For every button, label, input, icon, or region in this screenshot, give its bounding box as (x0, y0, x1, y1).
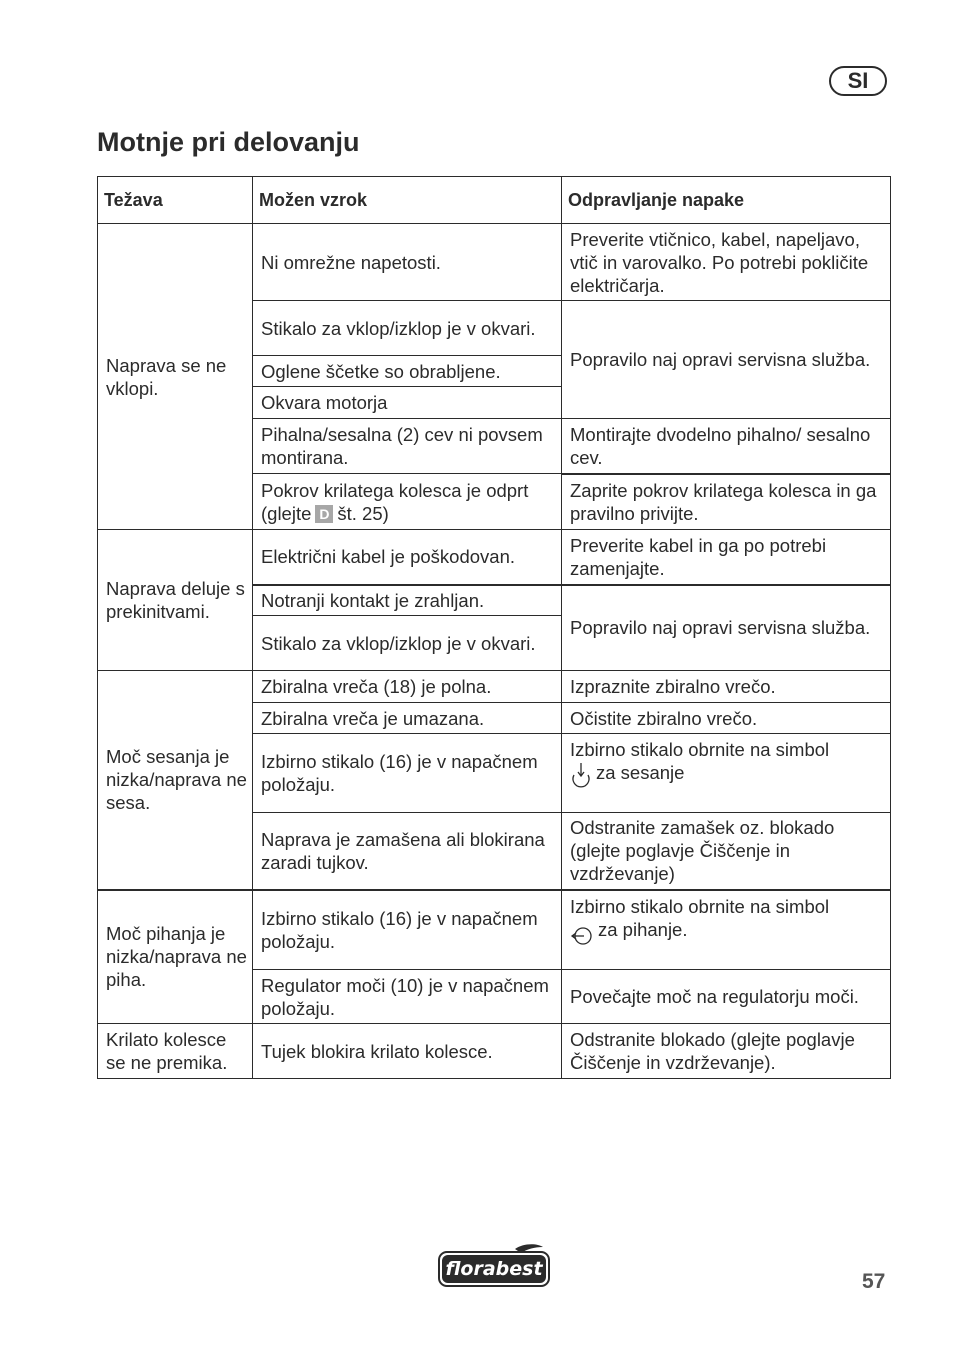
cause-cell: Naprava je zamašena ali blokirana zaradi tujkov. (253, 813, 562, 890)
cause-cell: Tujek blokira krilato kolesce. (253, 1024, 562, 1079)
cause-cell: Električni kabel je poškodovan. (253, 530, 562, 585)
remedy-cell: Montirajte dvodelno pihalno/ sesalno cev. (562, 419, 891, 474)
remedy-cell: Očistite zbiralno vrečo. (562, 703, 891, 734)
remedy-cell: Povečajte moč na regulatorju moči. (562, 970, 891, 1024)
column-header-cause: Možen vzrok (253, 177, 562, 224)
table-row (98, 530, 891, 585)
problem-cell: Krilato kolesce se ne premika. (98, 1024, 253, 1079)
table-header-row (98, 177, 891, 224)
remedy-cell: Popravilo naj opravi servisna služba. (562, 585, 891, 671)
cause-cell: Izbirno stikalo (16) je v napačnem položaju. (253, 734, 562, 813)
troubleshooting-table (97, 176, 891, 1079)
cause-cell: Regulator moči (10) je v napačnem položaju. (253, 970, 562, 1024)
page-title: Motnje pri delovanju (97, 127, 360, 157)
cause-cell: Oglene ščetke so obrabljene. (253, 356, 562, 387)
remedy-text-suffix: za sesanje (596, 762, 685, 783)
cause-cell: Zbiralna vreča (18) je polna. (253, 671, 562, 703)
remedy-cell (562, 734, 891, 813)
table-row (98, 890, 891, 970)
remedy-text: Izbirno stikalo obrnite na simbol (570, 895, 830, 917)
column-header-problem: Težava (98, 177, 253, 224)
cause-cell (253, 474, 562, 530)
page-number: 57 (862, 1270, 886, 1293)
cause-cell: Ni omrežne napetosti. (253, 224, 562, 301)
language-badge: SI (829, 66, 887, 96)
remedy-cell: Preverite kabel in ga po potrebi zamenjajte. (562, 530, 891, 585)
logo-text: florabest (445, 1258, 543, 1280)
problem-cell: Naprava deluje s prekinitvami. (98, 530, 253, 671)
figure-reference-badge: D (315, 505, 333, 523)
cause-cell: Pihalna/sesalna (2) cev ni povsem montirana. (253, 419, 562, 474)
remedy-text-suffix: za pihanje. (598, 918, 688, 940)
remedy-text: Izbirno stikalo obrnite na simbol (570, 739, 830, 760)
table-row (98, 224, 891, 301)
remedy-cell (562, 890, 891, 970)
problem-cell: Moč pihanja je nizka/naprava ne piha. (98, 890, 253, 1024)
remedy-cell: Odstranite zamašek oz. blokado (glejte poglavje Čiščenje in vzdrževanje) (562, 813, 891, 890)
cause-cell: Notranji kontakt je zrahljan. (253, 585, 562, 616)
remedy-cell: Odstranite blokado (glejte poglavje Čiščenje in vzdrževanje). (562, 1024, 891, 1079)
problem-cell: Naprava se ne vklopi. (98, 224, 253, 530)
cause-cell: Zbiralna vreča je umazana. (253, 703, 562, 734)
remedy-cell: Popravilo naj opravi servisna služba. (562, 301, 891, 419)
table-row (98, 671, 891, 703)
cause-text-suffix: št. 25) (337, 502, 389, 524)
blow-symbol-icon (570, 924, 594, 953)
cause-cell: Stikalo za vklop/izklop je v okvari. (253, 301, 562, 356)
remedy-cell: Preverite vtičnico, kabel, napeljavo, vtič in varovalko. Po potrebi pokličite električarja. (562, 224, 891, 301)
suction-symbol-icon (570, 761, 592, 796)
florabest-logo (437, 1243, 551, 1289)
cause-cell: Izbirno stikalo (16) je v napačnem položaju. (253, 890, 562, 970)
remedy-cell: Zaprite pokrov krilatega kolesca in ga pravilno privijte. (562, 474, 891, 530)
remedy-cell: Izpraznite zbiralno vrečo. (562, 671, 891, 703)
column-header-remedy: Odpravljanje napake (562, 177, 891, 224)
cause-text: Pokrov krilatega kolesca je odprt (glejte (261, 479, 529, 524)
table-row (98, 1024, 891, 1079)
cause-cell: Okvara motorja (253, 387, 562, 419)
problem-cell: Moč sesanja je nizka/naprava ne sesa. (98, 671, 253, 890)
cause-cell: Stikalo za vklop/izklop je v okvari. (253, 616, 562, 671)
